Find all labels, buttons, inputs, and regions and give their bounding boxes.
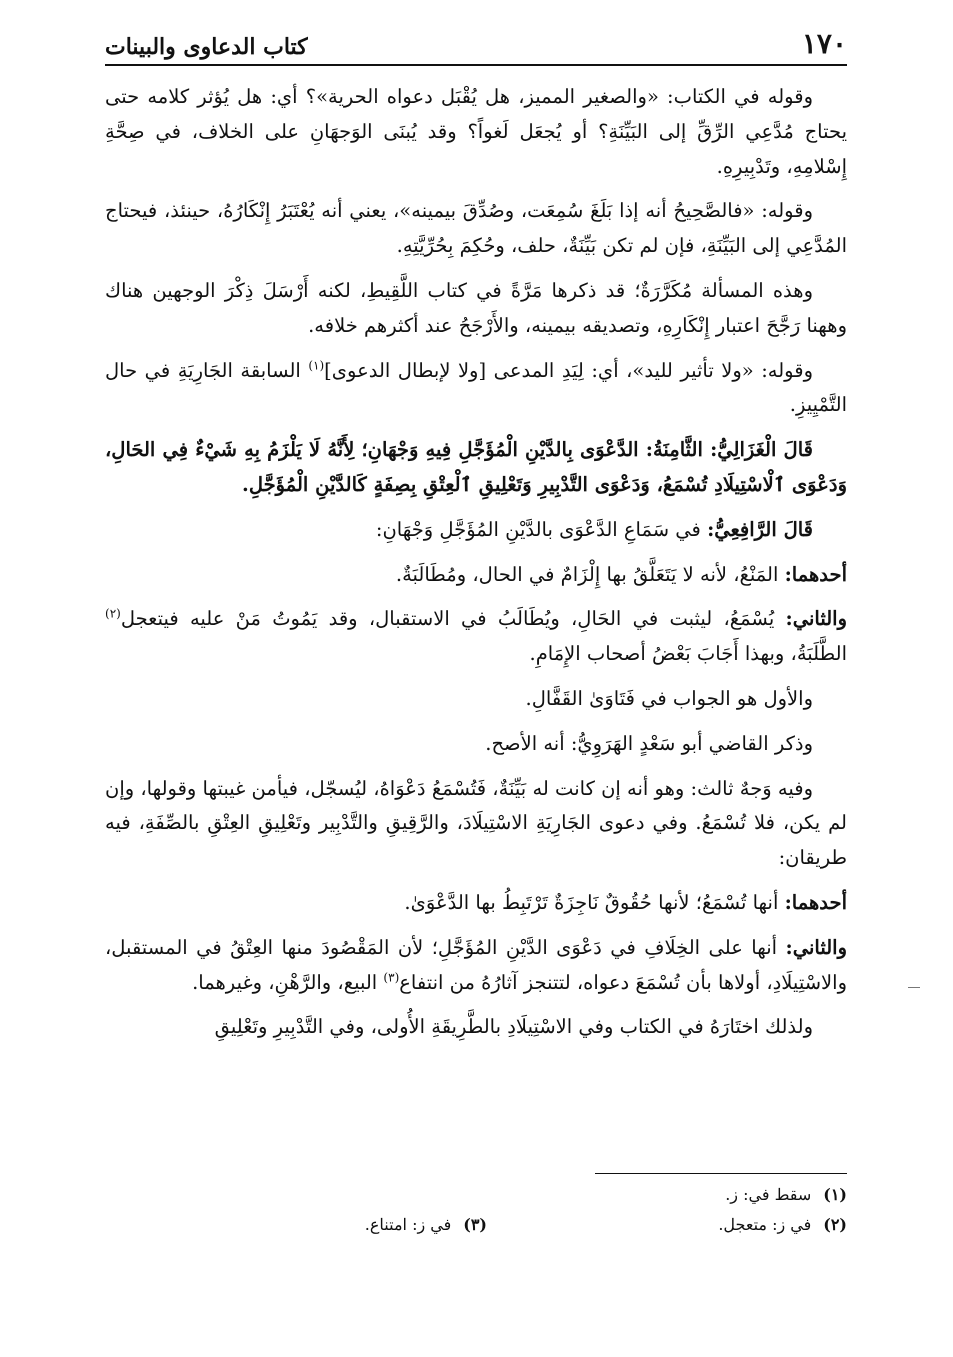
paragraph [105,772,847,876]
paragraph [105,433,847,503]
text-run: والأول هو الجواب في فَتَاوَىٰ القَفَّالِ. [525,686,813,710]
footnote-1 [725,1180,847,1210]
footnote-number: (٣) [463,1215,487,1234]
text-run: وهذه المسألة مُكَرَّرَةٌ؛ قد ذكرها مَرَّةً في كتاب اللَّقِيطِ، لكنه أَرْسَلَ ذِكْرَ الوجهين هناك وههنا رَجَّحَ اعتبار إِنْكَارِهِ، وتصديقه بيمينه، والأَرْجَحُ عند أكثرهم خلافه. [105,278,847,337]
lead-label: أحدهما: [784,562,847,586]
text-run: وذكر القاضي أبو سَعْدٍ الهَرَوِيُّ: أنه الأصح. [485,731,813,755]
text-run: ولذلك اختَارَهُ في الكتاب وفي الاسْتِيلَادِ بالطَّرِيقَةِ الأُولى، وفي التَّدْبِيرِ وتَعْلِيقِ [214,1015,813,1039]
footnote-number: (٢) [823,1215,847,1234]
lead-label: والثاني: [785,607,847,631]
text-run: قَالَ الْغَزَالِيُّ: الثَّامِنَةُ: الدَّعْوَى بِالدَّيْنِ الْمُؤَجَّلِ فِيهِ وَجْهَانِ؛ لِأَنَّهُ لَا يَلْزَمُ بِهِ شَيْءٌ فِي الحَالِ، وَدَعْوَى ٱلْاسْتِيلَادِ تُسْمَعُ، وَدَعْوَى التَّدْبِيرِ وَتَعْلِيقِ ٱلْعِتْقِ بِصِفَةٍ كَالدَّيْنِ الْمُؤَجَّلِ. [105,438,847,496]
footnote-row [105,1180,847,1210]
main-text [105,80,847,1055]
footnote-3 [365,1210,487,1240]
paragraph [105,80,847,184]
paragraph [105,682,847,717]
page-number: ١٧٠ [801,27,847,60]
text-run: وقوله في الكتاب: «والصغير المميز، هل يُقْبَل دعواه الحرية»؟ أي: هل يُؤثر كلامه حتى يحتاج مُدَّعِي الرِّقِّ إلى البَيِّنَةِ؟ أو يُجعَل لَغواً؟ وقد يُبنَى الوَجهَانِ على الخلاف، في صِحَّةِ إِسْلامِهِ، وتَدْبِيرِهِ. [105,85,847,178]
footnote-2 [487,1210,847,1240]
margin-mark [908,987,920,988]
paragraph [105,602,847,672]
footnote-marker: (٣) [383,970,400,985]
paragraph [105,886,847,921]
text-run: أنها على الخِلَافِ في دَعْوَى الدَّيْنِ المُؤَجَّلِ؛ لأن المَقْصُودَ منها العِتْقُ في المستقبل، والاسْتِيلَادِ، أولاها بأن تُسْمَعَ دعواه، لتتنجز آثارُهُ من انتفاع [105,935,847,994]
footnote-marker: (٢) [105,606,121,621]
page-header [105,22,847,58]
paragraph [105,1010,847,1045]
text-run: وقوله: «فالصَّحِيحُ أنه إذا بَلَغَ سُمِعَت، وصُدِّقَ بيمينه»، يعني أنه يُعْتَبَرُ إِنْكَارُهُ، حينئذ، فيحتاج المُدَّعِي إلى البَيِّنَةِ، فإن لم تكن بَيِّنَةٌ، حلف، وحُكِمَ بِحُرِّيَّتِهِ. [105,199,847,258]
lead-label: أحدهما: [784,890,847,914]
text-run: وقوله: «ولا تأثير لليد»، أي: لِيَدِ المدعى [ولا لإبطال الدعوى] [324,358,813,382]
paragraph [105,354,847,424]
footnote-text: سقط في: ز. [725,1185,812,1204]
text-run: في سَمَاعِ الدَّعْوَى بالدَّيْنِ المُؤَجَّلِ وَجْهَانِ: [375,517,708,541]
text-run: وفيه وَجهٌ ثالث: وهو أنه إن كانت له بَيِّنَةٌ، فَتُسْمَعُ دَعْوَاهُ، ليُسجّل، فيأمن غيبتها وقولها، وإن لم يكن، فلا تُسْمَعُ. وفي دعوى الجَارِيَةِ الاسْتِيلَادَ، والرَّقِيقِ والتَّدْبِير وتَعْلِيقِ العِتْقِ بالصِّفَةِ، فيه طريقان: [105,776,847,870]
footnote-rule [595,1173,847,1174]
text-run: أنها تُسْمَعُ؛ لأنها حُقُوقٌ نَاجِزَةٌ تَرْتَبِطُ بها الدَّعْوَىٰ. [404,890,785,914]
footnote-marker: (١) [308,358,325,373]
running-title: كتاب الدعاوى والبينات [105,34,308,60]
footnote-row [105,1210,847,1240]
footnotes [105,1180,847,1240]
lead-label: والثاني: [785,935,847,959]
paragraph [105,274,847,344]
paragraph [105,513,847,548]
text-run: الطَّلَبَةُ، وبهذا أَجَابَ بَعْضُ أصحاب الإِمَامِ. [529,642,847,666]
paragraph [105,194,847,264]
footnote-text: في ز: امتناع. [364,1215,452,1234]
text-run: السابقة الجَارِيَةِ في حال التَّمْيِيزِ. [105,358,847,417]
header-rule [105,64,847,66]
footnote-text: في ز: متعجل. [718,1215,812,1234]
footnote-number: (١) [823,1185,847,1204]
text-run: البيع، والرَّهْنِ، وغيرهما. [192,970,384,994]
paragraph [105,727,847,762]
paragraph [105,558,847,593]
lead-label: قَالَ الرَّافِعِيُّ: [707,517,813,541]
text-run: المَنْعُ، لأنه لا يَتَعَلَّقُ بها إِلْزَامٌ في الحال، ومُطَالَبَةٌ. [395,562,785,586]
paragraph [105,931,847,1001]
text-run: يُسْمَعُ، ليثبت في الحَالِ، ويُطَالَبُ في الاستقبال، وقد يَمُوتُ مَنْ عليه فيتعجل [120,607,786,631]
